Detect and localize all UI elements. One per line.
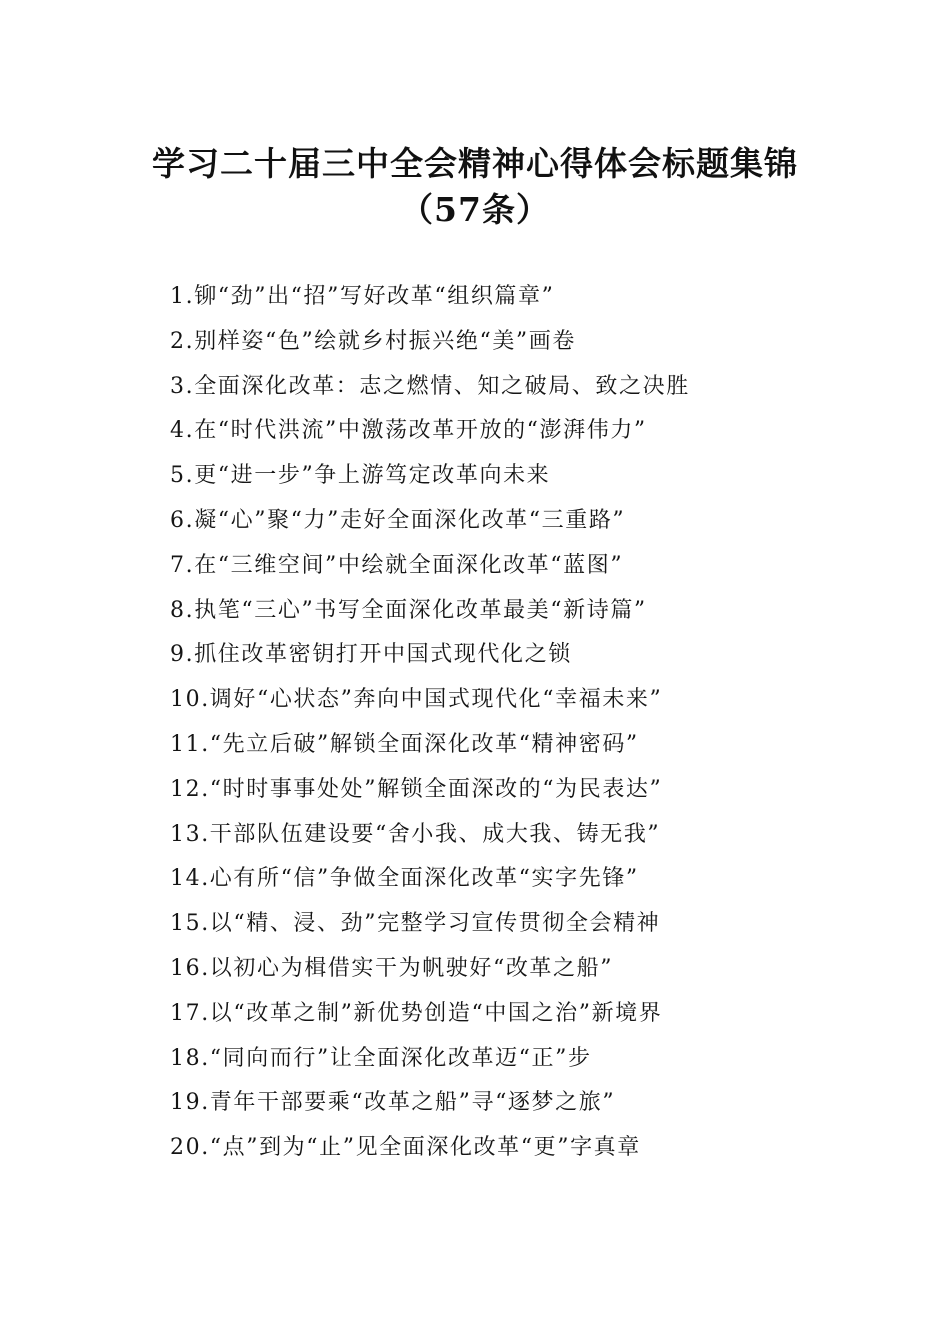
list-item: 5.更“进一步”争上游笃定改革向未来 bbox=[170, 463, 551, 489]
list-item: 10.调好“心状态”奔向中国式现代化“幸福未来” bbox=[170, 687, 663, 713]
list-item: 19.青年干部要乘“改革之船”寻“逐梦之旅” bbox=[170, 1090, 616, 1116]
list-item: 17.以“改革之制”新优势创造“中国之治”新境界 bbox=[170, 1000, 663, 1026]
list-item: 2.别样姿“色”绘就乡村振兴绝“美”画卷 bbox=[170, 328, 576, 354]
list-item: 1.铆“劲”出“招”写好改革“组织篇章” bbox=[170, 284, 555, 309]
title-list bbox=[170, 278, 910, 1174]
list-item: 7.在“三维空间”中绘就全面深化改革“蓝图” bbox=[170, 552, 624, 578]
list-item: 3.全面深化改革：志之燃情、知之破局、致之决胜 bbox=[170, 373, 690, 399]
list-item: 12.“时时事事处处”解锁全面深改的“为民表达” bbox=[170, 776, 663, 802]
list-item: 18.“同向而行”让全面深化改革迈“正”步 bbox=[170, 1045, 592, 1071]
list-item: 13.干部队伍建设要“舍小我、成大我、铸无我” bbox=[170, 821, 661, 847]
list-item: 14.心有所“信”争做全面深化改革“实字先锋” bbox=[170, 866, 639, 892]
list-item: 16.以初心为楫借实干为帆驶好“改革之船” bbox=[170, 955, 614, 981]
list-item: 8.执笔“三心”书写全面深化改革最美“新诗篇” bbox=[170, 597, 647, 623]
document-subtitle-count: （57条） bbox=[400, 190, 550, 229]
list-item: 11.“先立后破”解锁全面深化改革“精神密码” bbox=[170, 731, 639, 757]
list-item: 9.抓住改革密钥打开中国式现代化之锁 bbox=[170, 642, 572, 668]
list-item: 6.凝“心”聚“力”走好全面深化改革“三重路” bbox=[170, 507, 626, 533]
document-title: 学习二十届三中全会精神心得体会标题集锦 bbox=[152, 144, 798, 183]
list-item: 20.“点”到为“止”见全面深化改革“更”字真章 bbox=[170, 1135, 641, 1161]
list-item: 4.在“时代洪流”中激荡改革开放的“澎湃伟力” bbox=[170, 418, 647, 444]
list-item: 15.以“精、浸、劲”完整学习宣传贯彻全会精神 bbox=[170, 911, 661, 937]
